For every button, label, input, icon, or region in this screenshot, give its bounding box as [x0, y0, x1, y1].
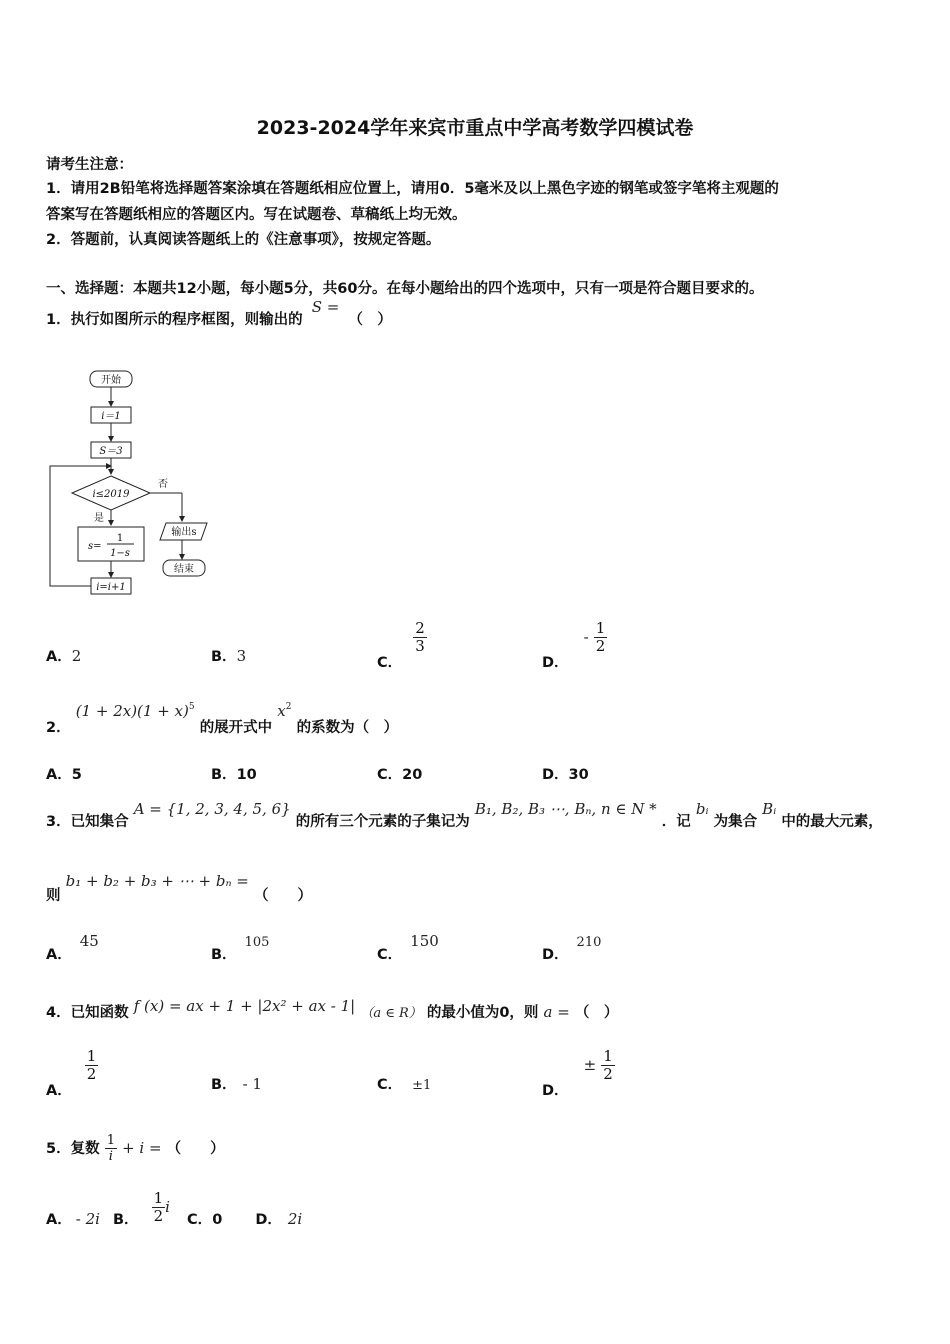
q1-stem: 1．执行如图所示的程序框图，则输出的	[46, 312, 303, 328]
question-2: 2． $(1 + 2x)(1 + x)^5$ 的展开式中 $x^2$ 的系数为（ ）	[46, 702, 399, 736]
question-1	[46, 298, 392, 329]
q3-option-a[interactable]: A．45	[46, 932, 99, 963]
q5-option-d[interactable]: D． 2i	[255, 1209, 303, 1228]
q4-option-c[interactable]: C． ±1	[377, 1077, 432, 1093]
question-3-line2: 则 b₁ + b₂ + b₃ + ⋯ + bₙ = （ ）	[46, 872, 312, 904]
flow-increment-text: i=i+1	[96, 582, 126, 593]
question-3: 3．已知集合 A = {1, 2, 3, 4, 5, 6} 的所有三个元素的子集记为 B₁, B₂, B₃ ⋯, Bₙ, n ∈ N * ．记 bᵢ 为集合 Bᵢ 中的最大元素，	[46, 800, 883, 830]
q4-func: f (x) = ax + 1 + |2x² + ax - 1|	[133, 997, 356, 1015]
page-title: 2023-2024学年来宾市重点中学高考数学四模试卷	[256, 117, 694, 139]
flow-start-text: 开始	[101, 375, 121, 386]
notice-line2: 2．答题前，认真阅读答题纸上的《注意事项》，按规定答题。	[46, 232, 441, 248]
q4-option-d[interactable]: D． ± $\frac{1}{2}$	[542, 1047, 613, 1099]
flow-no-label: 否	[158, 479, 168, 490]
section-heading: 一、选择题：本题共12小题，每小题5分，共60分。在每小题给出的四个选项中，只有一项是符合题目要求的。	[46, 281, 764, 297]
flow-yes-label: 是	[94, 513, 104, 524]
flowchart	[44, 366, 224, 602]
q1-var: S =	[311, 298, 340, 316]
q3-option-d[interactable]: D．210	[542, 935, 602, 963]
flow-init-s-text: S＝3	[99, 446, 123, 457]
question-4: 4．已知函数 f (x) = ax + 1 + |2x² + ax - 1| $_{(a \in R)}$ 的最小值为0，则 a = （ ）	[46, 997, 619, 1021]
flow-condition-text: i≤2019	[92, 489, 130, 500]
notice-heading: 请考生注意：	[46, 157, 133, 173]
q2-expr: (1 + 2x)(1 + x)	[75, 702, 189, 720]
q5-options	[46, 1189, 303, 1228]
notice-line1a: 1．请用2B铅笔将选择题答案涂填在答题纸相应位置上，请用0．5毫米及以上黑色字迹的钢笔或签字笔将主观题的	[46, 181, 779, 197]
q2-option-b[interactable]: B．10	[211, 767, 257, 783]
q5-option-c[interactable]: C．0	[187, 1211, 223, 1228]
q2-option-d[interactable]: D．30	[542, 767, 589, 783]
flow-assign-text: s=	[88, 541, 102, 552]
q3-option-c[interactable]: C．150	[377, 932, 439, 963]
q1-option-b[interactable]: B．3	[211, 647, 247, 665]
q1-paren: （ ）	[348, 312, 392, 328]
q1-option-a[interactable]: A．2	[46, 647, 82, 665]
q3-option-b[interactable]: B．105	[211, 935, 270, 963]
q5-option-a[interactable]: A． - 2i	[46, 1209, 100, 1228]
flow-assign-num: 1	[116, 533, 124, 544]
q2-option-a[interactable]: A．5	[46, 767, 82, 783]
flow-assign-den: 1−s	[110, 548, 130, 559]
q1-option-d[interactable]: D． - $\frac{1}{2}$	[542, 619, 606, 671]
question-5: 5．复数 $\frac{1}{i}$ + i = （ ）	[46, 1133, 225, 1164]
q5-option-b[interactable]: B． $\frac{1}{2}$ i	[112, 1189, 170, 1228]
notice-line1b: 答案写在答题纸相应的答题区内。写在试题卷、草稿纸上均无效。	[46, 207, 467, 223]
flow-init-i-text: i＝1	[101, 411, 121, 422]
q4-option-b[interactable]: B． - 1	[211, 1075, 262, 1093]
flow-end-text: 结束	[174, 564, 194, 575]
q1-option-c[interactable]: C． $\frac{2}{3}$	[377, 619, 425, 671]
q4-option-a[interactable]: A． $\frac{1}{2}$	[46, 1047, 97, 1099]
flow-output-text: 输出s	[171, 527, 197, 538]
q2-option-c[interactable]: C．20	[377, 767, 423, 783]
